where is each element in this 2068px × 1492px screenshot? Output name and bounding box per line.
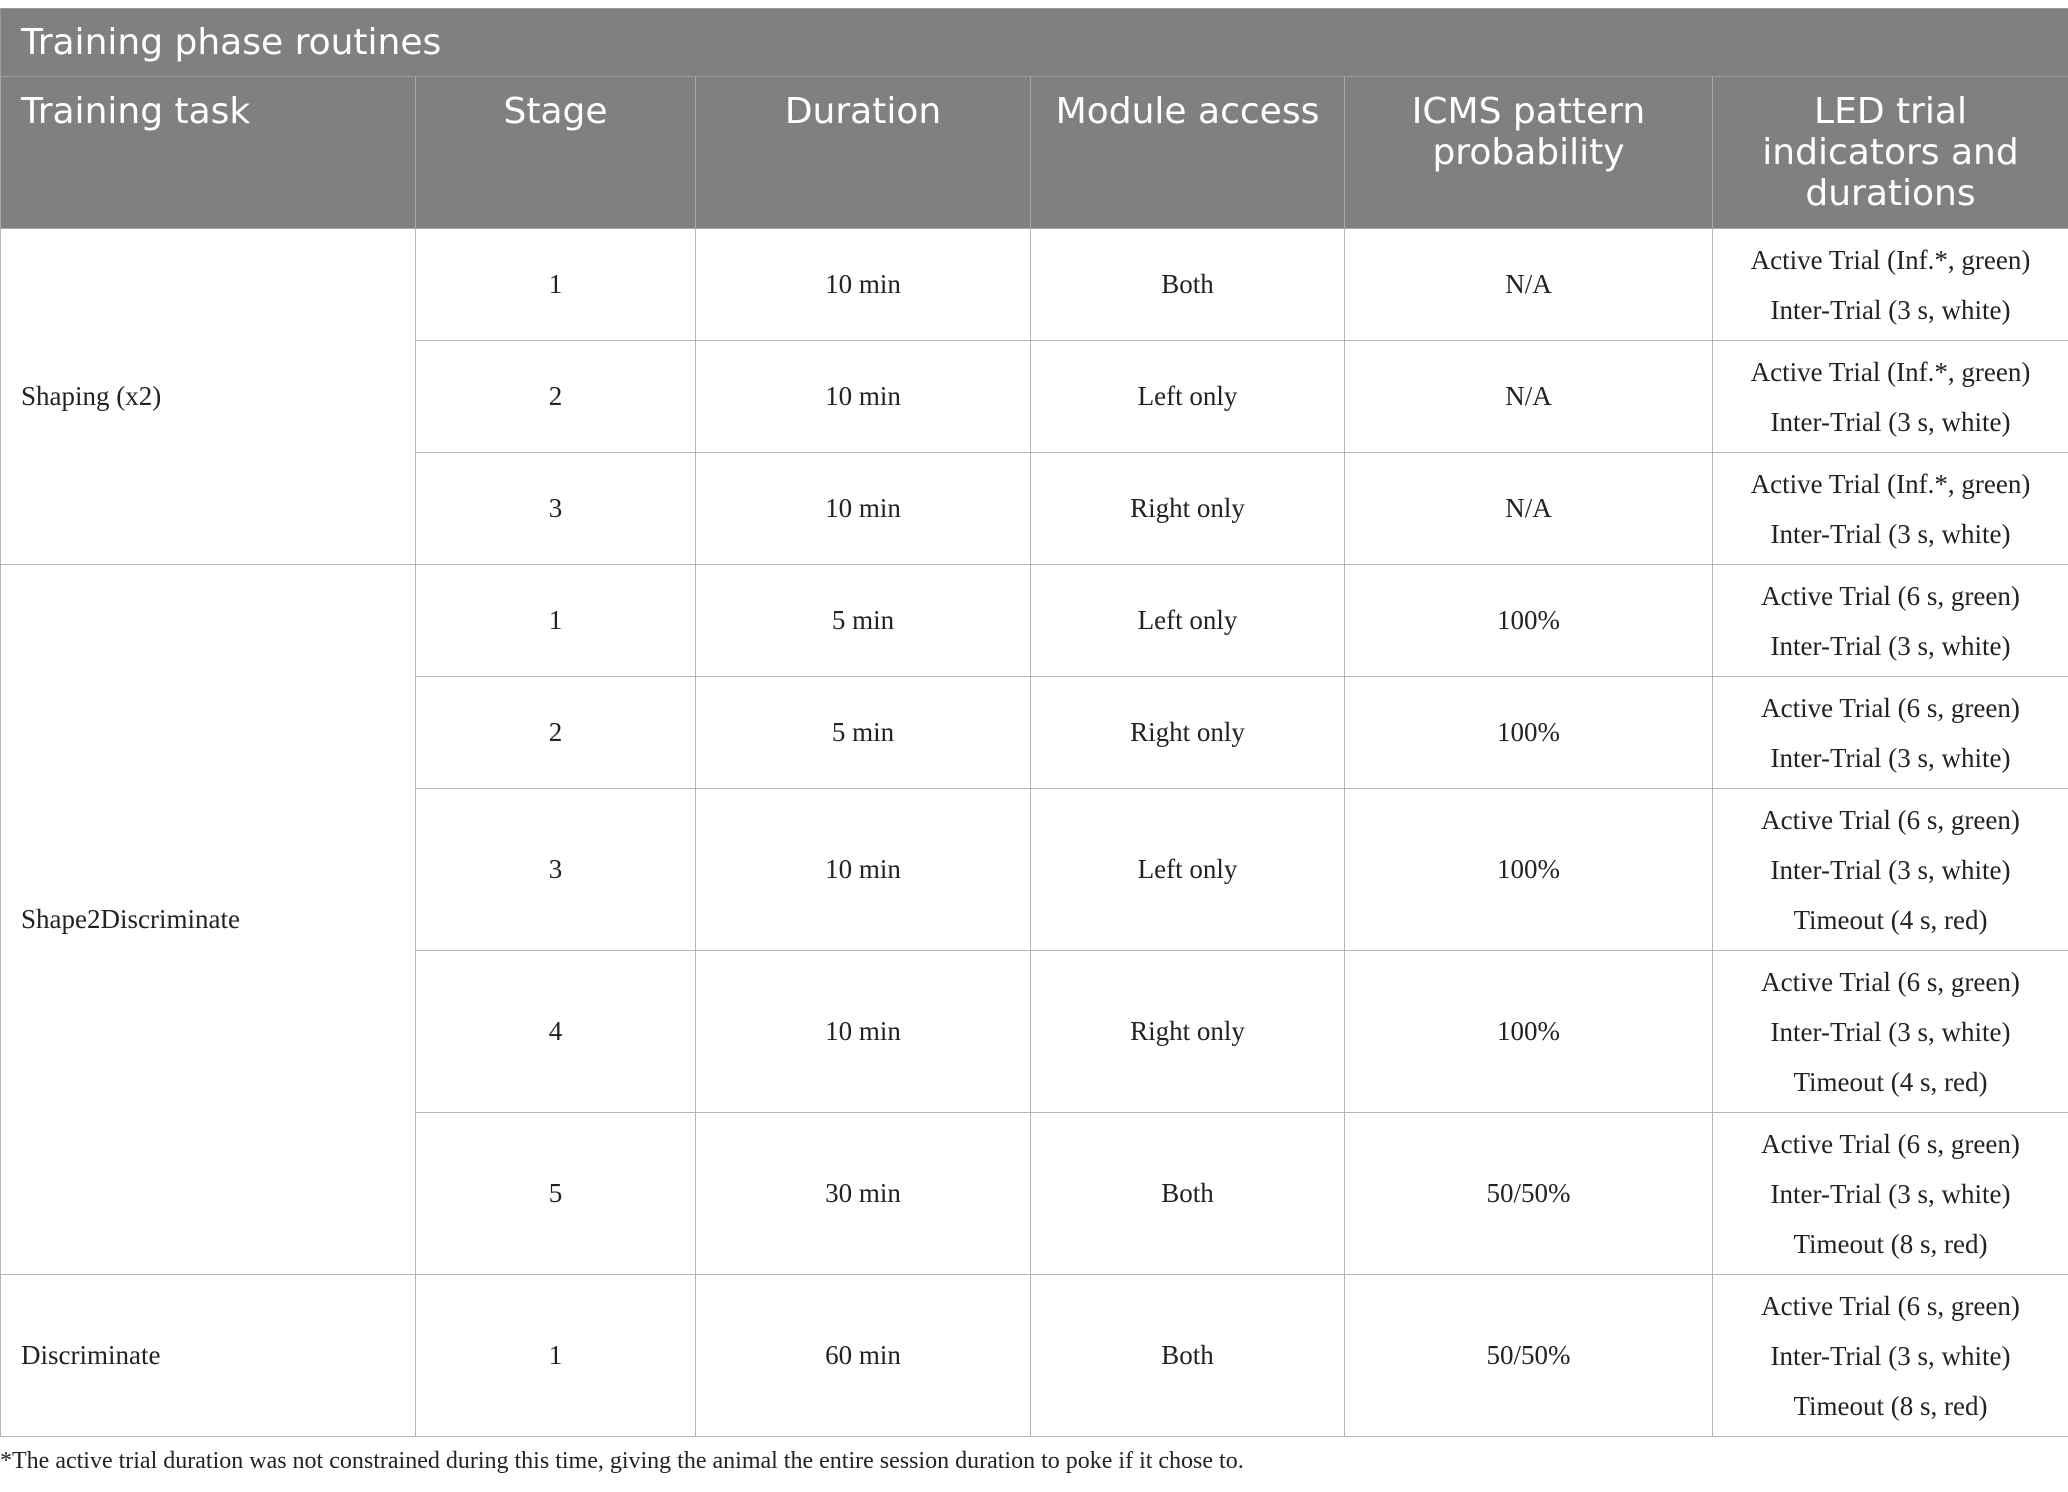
led-line: Inter-Trial (3 s, white) [1770,294,2011,325]
module-cell: Right only [1031,951,1345,1113]
stage-cell: 5 [416,1113,696,1275]
led-cell [1713,789,2068,951]
led-line: Active Trial (6 s, green) [1761,1128,2020,1159]
led-line: Inter-Trial (3 s, white) [1770,1016,2011,1047]
module-cell: Left only [1031,341,1345,453]
header-icms-probability: ICMS pattern probability [1345,77,1713,229]
led-line: Inter-Trial (3 s, white) [1770,854,2011,885]
led-line: Active Trial (Inf.*, green) [1750,468,2031,499]
led-cell [1713,677,2068,789]
stage-cell: 1 [416,229,696,341]
icms-cell: N/A [1345,229,1713,341]
task-cell: Shape2Discriminate [1,565,416,1275]
duration-cell: 5 min [696,565,1031,677]
duration-cell: 10 min [696,341,1031,453]
module-cell: Right only [1031,453,1345,565]
duration-cell: 5 min [696,677,1031,789]
stage-cell: 2 [416,341,696,453]
led-line: Active Trial (6 s, green) [1761,804,2020,835]
duration-cell: 60 min [696,1275,1031,1437]
module-cell: Both [1031,229,1345,341]
led-line: Inter-Trial (3 s, white) [1770,1340,2011,1371]
icms-cell: 100% [1345,789,1713,951]
led-line: Inter-Trial (3 s, white) [1770,406,2011,437]
module-cell: Left only [1031,789,1345,951]
icms-cell: N/A [1345,341,1713,453]
led-cell [1713,1275,2068,1437]
stage-cell: 3 [416,453,696,565]
module-cell: Both [1031,1113,1345,1275]
training-phase-table-container [0,8,2068,1437]
stage-cell: 1 [416,565,696,677]
table-footnote: *The active trial duration was not constrained during this time, giving the animal the entire session duration to poke if it chose to. [0,1448,1244,1474]
table-row [1,229,2068,341]
duration-cell: 10 min [696,229,1031,341]
duration-cell: 10 min [696,951,1031,1113]
led-line: Timeout (8 s, red) [1793,1390,1988,1421]
duration-cell: 10 min [696,789,1031,951]
led-line: Active Trial (6 s, green) [1761,692,2020,723]
table-header-row [1,77,2068,229]
led-line: Inter-Trial (3 s, white) [1770,630,2011,661]
icms-cell: 100% [1345,565,1713,677]
duration-cell: 10 min [696,453,1031,565]
led-line: Active Trial (Inf.*, green) [1750,244,2031,275]
duration-cell: 30 min [696,1113,1031,1275]
module-cell: Left only [1031,565,1345,677]
table-row [1,1275,2068,1437]
module-cell: Right only [1031,677,1345,789]
led-cell [1713,229,2068,341]
module-cell: Both [1031,1275,1345,1437]
table-row [1,565,2068,677]
stage-cell: 2 [416,677,696,789]
led-line: Active Trial (6 s, green) [1761,1290,2020,1321]
led-cell [1713,1113,2068,1275]
task-cell: Discriminate [1,1275,416,1437]
led-line: Timeout (4 s, red) [1793,1066,1988,1097]
task-cell: Shaping (x2) [1,229,416,565]
table-title: Training phase routines [1,9,2068,77]
led-line: Inter-Trial (3 s, white) [1770,742,2011,773]
stage-cell: 4 [416,951,696,1113]
icms-cell: 50/50% [1345,1113,1713,1275]
led-line: Active Trial (6 s, green) [1761,580,2020,611]
led-cell [1713,565,2068,677]
training-phase-table [0,8,2068,1437]
led-cell [1713,453,2068,565]
stage-cell: 1 [416,1275,696,1437]
led-cell [1713,951,2068,1113]
led-line: Inter-Trial (3 s, white) [1770,518,2011,549]
icms-cell: 50/50% [1345,1275,1713,1437]
icms-cell: N/A [1345,453,1713,565]
table-title-row [1,9,2068,77]
led-line: Inter-Trial (3 s, white) [1770,1178,2011,1209]
led-line: Active Trial (6 s, green) [1761,966,2020,997]
header-led-indicators: LED trial indicators and durations [1713,77,2068,229]
header-module-access: Module access [1031,77,1345,229]
icms-cell: 100% [1345,951,1713,1113]
header-stage: Stage [416,77,696,229]
header-duration: Duration [696,77,1031,229]
icms-cell: 100% [1345,677,1713,789]
stage-cell: 3 [416,789,696,951]
led-line: Timeout (8 s, red) [1793,1228,1988,1259]
led-line: Timeout (4 s, red) [1793,904,1988,935]
led-line: Active Trial (Inf.*, green) [1750,356,2031,387]
header-training-task: Training task [1,77,416,229]
led-cell [1713,341,2068,453]
